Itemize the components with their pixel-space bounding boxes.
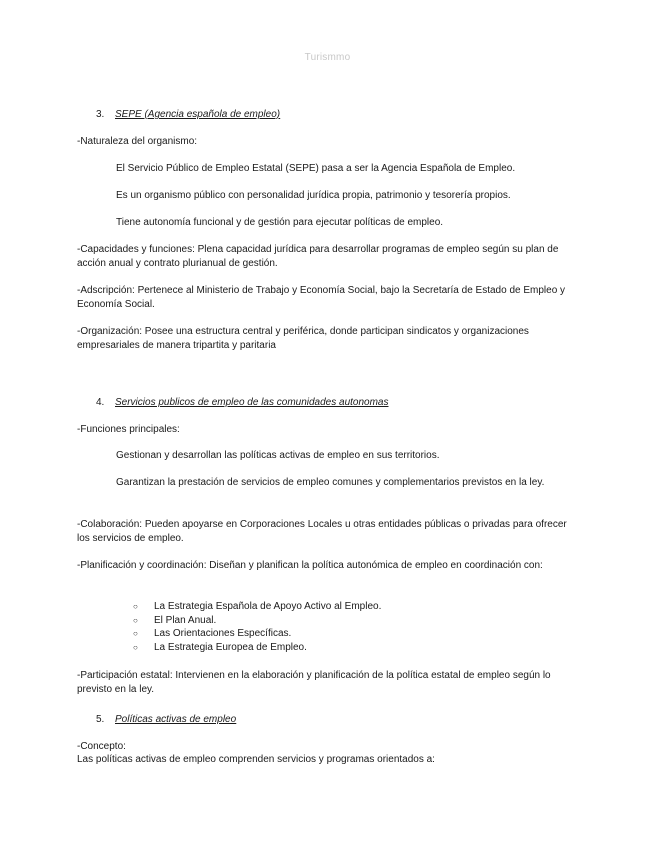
funciones-item-2: Garantizan la prestación de servicios de empleo comunes y complementarios previstos en la ley. [116, 477, 545, 488]
section-5-title: Políticas activas de empleo [115, 714, 237, 725]
list-item: ○ Las Orientaciones Específicas. [133, 628, 292, 639]
funciones-label: -Funciones principales: [77, 424, 180, 435]
list-item: ○ La Estrategia Europea de Empleo. [133, 641, 307, 653]
circle-bullet-icon: ○ [133, 642, 138, 652]
page-header: Turismmo [304, 52, 351, 63]
adscripcion-paragraph: -Adscripción: Pertenece al Ministerio de Trabajo y Economía Social, bajo la Secretaría de Estado de Empleo y Economía Social. [77, 285, 566, 310]
naturaleza-item-2: Es un organismo público con personalidad jurídica propia, patrimonio y tesorería propios. [116, 190, 511, 201]
section-5-number: 5. [96, 714, 105, 725]
section-3-number: 3. [96, 109, 105, 120]
circle-bullet-icon: ○ [133, 615, 138, 625]
section-4-heading [96, 396, 389, 410]
section-4-title: Servicios publicos de empleo de las comunidades autonomas [115, 397, 389, 408]
funciones-item-1: Gestionan y desarrollan las políticas activas de empleo en sus territorios. [116, 450, 440, 461]
section-5-heading [96, 713, 236, 727]
section-4-number: 4. [96, 397, 105, 408]
participacion-paragraph: -Participación estatal: Intervienen en la elaboración y planificación de la política estatal de empleo según lo previsto en la ley. [77, 670, 551, 695]
circle-bullet-icon: ○ [133, 602, 138, 611]
naturaleza-label: -Naturaleza del organismo: [77, 136, 198, 147]
naturaleza-item-3: Tiene autonomía funcional y de gestión para ejecutar políticas de empleo. [116, 217, 444, 228]
planificacion-list [133, 600, 381, 654]
list-item: ○ La Estrategia Española de Apoyo Activo al Empleo. [133, 601, 382, 612]
concepto-text: Las políticas activas de empleo comprenden servicios y programas orientados a: [77, 754, 435, 765]
capacidades-paragraph: -Capacidades y funciones: Plena capacidad jurídica para desarrollar programas de empleo según su plan de acción anual y contrato plurianual de gestión. [77, 244, 559, 269]
section-3-title: SEPE (Agencia española de empleo) [115, 109, 281, 120]
planificacion-paragraph: -Planificación y coordinación: Diseñan y planifican la política autonómica de empleo en coordinación con: [77, 560, 543, 571]
colaboracion-paragraph: -Colaboración: Pueden apoyarse en Corporaciones Locales u otras entidades públicas o privadas para ofrecer los servicios de empleo. [77, 519, 567, 544]
circle-bullet-icon: ○ [133, 629, 138, 638]
naturaleza-item-1: El Servicio Público de Empleo Estatal (SEPE) pasa a ser la Agencia Española de Empleo. [116, 163, 516, 174]
list-item: ○ El Plan Anual. [133, 614, 217, 626]
concepto-label: -Concepto: [77, 741, 126, 752]
organizacion-paragraph: -Organización: Posee una estructura central y periférica, donde participan sindicatos y organizaciones empresariales de manera tripartita y paritaria [77, 326, 529, 351]
section-3-heading [96, 108, 280, 122]
